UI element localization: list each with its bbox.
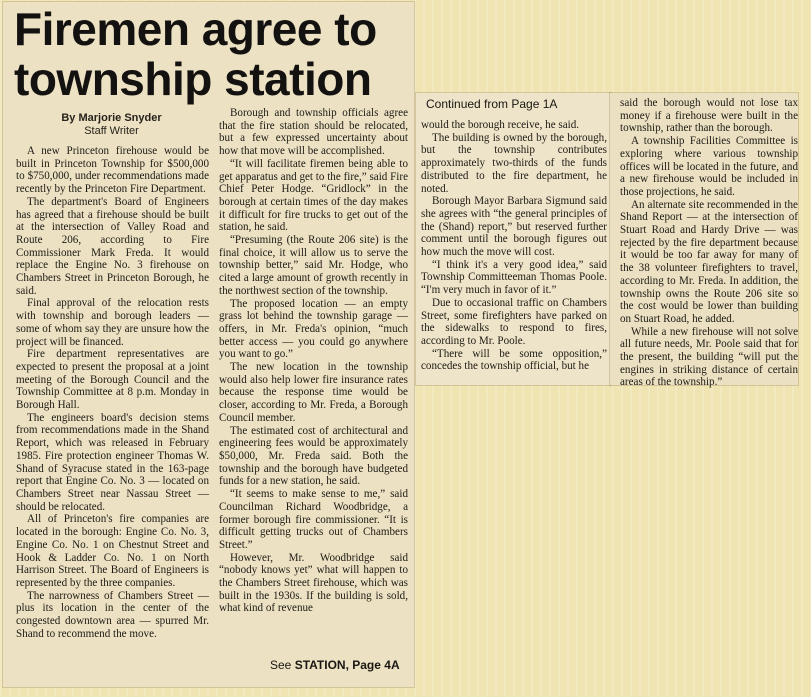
paragraph: “There will be some opposition,” concedes the township official, but he — [421, 347, 607, 373]
byline-role: Staff Writer — [84, 125, 139, 137]
paragraph: The proposed location — an empty grass lot behind the township garage — offers, in Mr. Freda's opinion, “much better access — you could go anywhere you want to go.” — [219, 297, 408, 361]
paragraph: However, Mr. Woodbridge said “nobody knows yet” what will happen to the Chambers Street firehouse, which was built in the 1930s. If the building is sold, what kind of revenue — [219, 551, 408, 615]
paragraph: “I think it's a very good idea,” said Township Committeeman Thomas Poole. “I'm very much in favor of it.” — [421, 258, 607, 297]
paragraph: “Presuming (the Route 206 site) is the final choice, it will allow us to serve the township better,” said Mr. Hodge, who cited a large amount of growth recently in the northwest section of the township. — [219, 234, 408, 297]
paragraph: The estimated cost of architectural and engineering fees would be approximately $50,000, Mr. Freda said. Both the township and the borough have budgeted funds for a new station, he said. — [219, 424, 408, 488]
article-column-3 — [421, 119, 607, 373]
jump-reference — [270, 658, 400, 673]
paragraph: would the borough receive, he said. — [421, 119, 580, 131]
paragraph: Borough and township officials agree that the fire station should be relocated, but a few expressed uncertainty about how that move will be accomplished. — [219, 107, 408, 158]
paragraph: Fire department representatives are expected to present the proposal at a joint meeting of the Borough Council and the Township Committee at 8 p.m. Monday in Borough Hall. — [16, 348, 209, 412]
article-column-4 — [620, 97, 798, 389]
paragraph: Borough Mayor Barbara Sigmund said she agrees with “the general principles of the (Shand) report,” but reserved further comment until the borough figures out how much the move will cost. — [421, 195, 607, 259]
headline: Firemen agree to township station — [14, 3, 377, 105]
paragraph: The building is owned by the borough, but the township contributes approximately two-thirds of the funds distributed to the fire department, he noted. — [421, 131, 607, 195]
paragraph: An alternate site recommended in the Shand Report — at the intersection of Stuart Road and Hardy Drive — was rejected by the fire department because it would be too far away for many of the 38 volunteer firefighters to travel, according to Mr. Freda. In addition, the township owns the Route 206 site so the cost would be lower than building on Stuart Road, he added. — [620, 198, 798, 325]
paragraph: A township Facilities Committee is exploring where various township offices will be located in the future, and a new firehouse would be included in those projections, he said. — [620, 135, 798, 198]
jump-reference-prefix: See — [270, 658, 292, 672]
paragraph: The engineers board's decision stems from recommendations made in the Shand Report, which was released in February 1985. Fire protection engineer Thomas W. Shand of Syracuse stated in the 163-page report that Engine Co. No. 3 — located on Chambers Street near Nassau Street — should be relocated. — [16, 411, 209, 513]
byline-author: By Marjorie Snyder — [61, 112, 162, 124]
paragraph: “It seems to make sense to me,” said Councilman Richard Woodbridge, a former borough fire commissioner. “It is difficult getting trucks out of Chambers Street.” — [219, 488, 408, 551]
paragraph: The department's Board of Engineers has agreed that a firehouse should be built at the intersection of Valley Road and Route 206, according to Fire Commissioner Mark Freda. It would replace the Engine No. 3 firehouse on Chambers Street in Princeton Borough, he said. — [16, 195, 209, 297]
jump-reference-page: STATION, Page 4A — [294, 658, 400, 672]
paragraph: The narrowness of Chambers Street — plus its location in the center of the congested downtown area — spurred Mr. Shand to recommend the move. — [16, 589, 209, 640]
paragraph: said the borough would not lose tax money if a firehouse were built in the township, rather than the borough. — [620, 97, 798, 135]
paragraph: While a new firehouse will not solve all future needs, Mr. Poole said that for the present, the building “will put the engines in striking distance of certain areas of the township.” — [620, 325, 798, 389]
article-column-2 — [219, 107, 408, 615]
paragraph: Due to occasional traffic on Chambers Street, some firefighters have parked on the sidewalks to respond to fires, according to Mr. Poole. — [421, 296, 607, 347]
paragraph: “It will facilitate firemen being able to get apparatus and get to the fire,” said Fire Chief Peter Hodge. “Gridlock” in the borough at certain times of the day makes it difficult for fire trucks to get out of the station, he said. — [219, 157, 408, 234]
paragraph: Final approval of the relocation rests with township and borough leaders — some of whom say they are unsure how the project will be financed. — [16, 297, 209, 348]
paragraph: The new location in the township would also help lower fire insurance rates because the response time would be closer, according to Mr. Freda, a Borough Council member. — [219, 361, 408, 424]
paragraph: A new Princeton firehouse would be built in Princeton Township for $500,000 to $750,000, under recommendations made recently by the Princeton Fire Department. — [16, 145, 209, 196]
article-column-1 — [16, 145, 209, 640]
paragraph: All of Princeton's fire companies are located in the borough: Engine Co. No. 3, Engine Co. No. 1 on Chestnut Street and Hook & Ladder Co. No. 1 on North Harrison Street. The Board of Engineers is represented by the three companies. — [16, 513, 209, 589]
byline — [14, 112, 209, 138]
continued-heading: Continued from Page 1A — [426, 97, 558, 111]
